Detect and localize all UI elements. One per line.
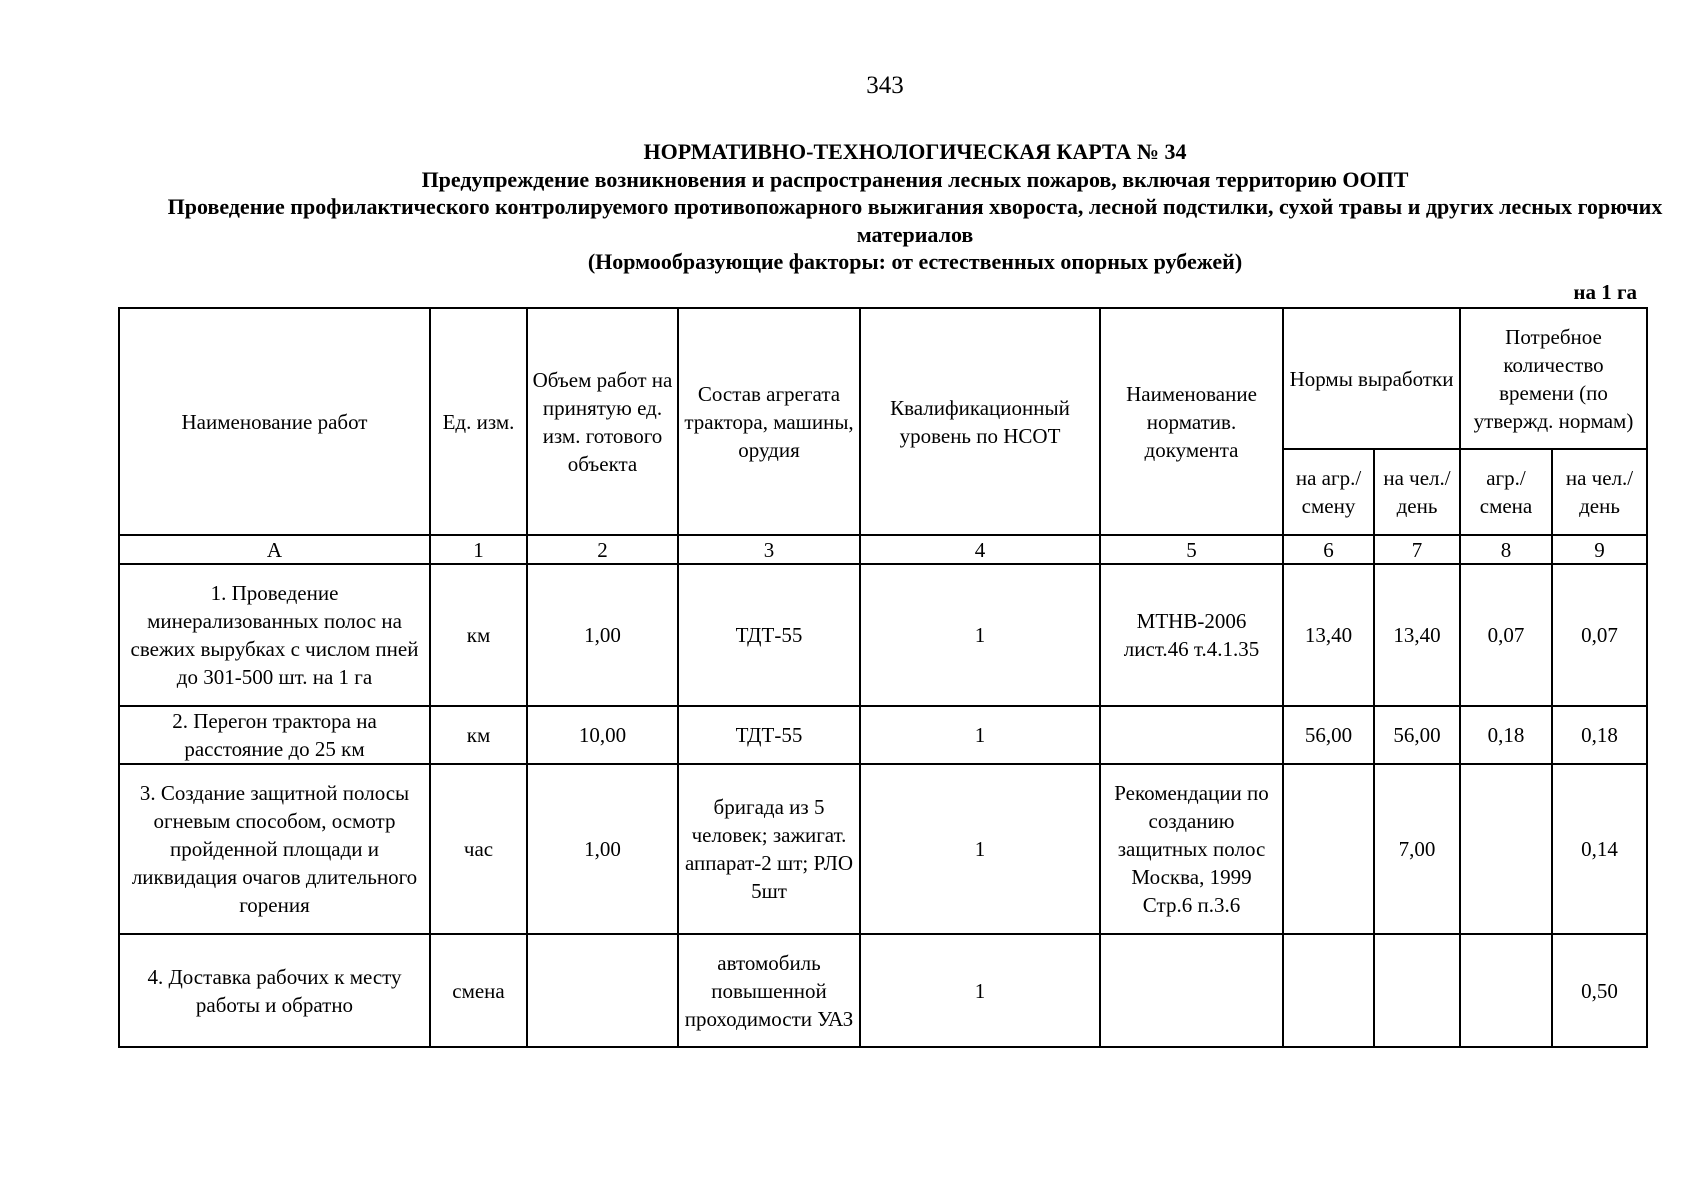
cell-document [1100,706,1283,764]
column-index-row [119,535,1647,564]
doc-operation: Проведение профилактического контролируемого противопожарного выжигания хвороста, лесной подстилки, сухой травы и других лесных горючих материалов [167,194,1663,247]
cell-output-per-agg [1283,934,1374,1047]
column-index-cell: 5 [1100,535,1283,564]
column-index-cell: 7 [1374,535,1460,564]
header-time-per-agg: агр./ смена [1460,449,1552,535]
header-output-per-agg: на агр./ смену [1283,449,1374,535]
cell-output-per-person: 13,40 [1374,564,1460,706]
title-block [140,138,1690,276]
table-row [119,706,1647,764]
cell-output-per-person: 7,00 [1374,764,1460,934]
doc-subtitle: Предупреждение возникновения и распространения лесных пожаров, включая территорию ООПТ [421,166,1409,192]
cell-volume: 1,00 [527,564,678,706]
column-index-cell: 6 [1283,535,1374,564]
header-time-per-person: на чел./ день [1552,449,1647,535]
cell-output-per-person: 56,00 [1374,706,1460,764]
cell-qualification: 1 [860,706,1100,764]
page-number: 343 [866,72,904,99]
column-index-cell: А [119,535,430,564]
header-output-per-person: на чел./ день [1374,449,1460,535]
cell-output-per-agg: 56,00 [1283,706,1374,764]
cell-time-per-agg: 0,07 [1460,564,1552,706]
header-qualification: Квалификационный уровень по НСОТ [860,308,1100,535]
cell-output-per-person [1374,934,1460,1047]
cell-work-name: 2. Перегон трактора на расстояние до 25 км [119,706,430,764]
header-work-name: Наименование работ [119,308,430,535]
cell-time-per-person: 0,07 [1552,564,1647,706]
cell-time-per-person: 0,14 [1552,764,1647,934]
cell-work-name: 3. Создание защитной полосы огневым способом, осмотр пройденной площади и ликвидация очагов длительного горения [119,764,430,934]
cell-volume [527,934,678,1047]
cell-output-per-agg: 13,40 [1283,564,1374,706]
header-output-norms: Нормы выработки [1283,308,1460,449]
cell-qualification: 1 [860,934,1100,1047]
doc-factors: (Нормообразующие факторы: от естественных опорных рубежей) [587,249,1243,274]
column-index-cell: 9 [1552,535,1647,564]
cell-document [1100,934,1283,1047]
cell-aggregate: бригада из 5 человек; зажигат. аппарат-2 шт; РЛО 5шт [678,764,860,934]
cell-volume: 10,00 [527,706,678,764]
cell-time-per-agg: 0,18 [1460,706,1552,764]
cell-volume: 1,00 [527,764,678,934]
cell-work-name: 4. Доставка рабочих к месту работы и обратно [119,934,430,1047]
cell-qualification: 1 [860,564,1100,706]
header-time-needed: Потребное количество времени (по утвержд. нормам) [1460,308,1647,449]
cell-document: Рекомендации по созданию защитных полос Москва, 1999 Стр.6 п.3.6 [1100,764,1283,934]
cell-aggregate: автомобиль повышенной проходимости УАЗ [678,934,860,1047]
column-index-cell: 2 [527,535,678,564]
header-aggregate: Состав агрегата трактора, машины, орудия [678,308,860,535]
column-index-cell: 1 [430,535,527,564]
cell-aggregate: ТДТ-55 [678,706,860,764]
column-index-cell: 3 [678,535,860,564]
table-row [119,564,1647,706]
cell-time-per-person: 0,18 [1552,706,1647,764]
header-unit: Ед. изм. [430,308,527,535]
cell-qualification: 1 [860,764,1100,934]
cell-time-per-agg [1460,934,1552,1047]
cell-unit: км [430,564,527,706]
cell-work-name: 1. Проведение минерализованных полос на свежих вырубках с числом пней до 301-500 шт. на 1 га [119,564,430,706]
cell-time-per-agg [1460,764,1552,934]
cell-output-per-agg [1283,764,1374,934]
header-volume: Объем работ на принятую ед. изм. готового объекта [527,308,678,535]
column-index-cell: 4 [860,535,1100,564]
cell-document: МТНВ-2006 лист.46 т.4.1.35 [1100,564,1283,706]
table-row [119,764,1647,934]
column-index-cell: 8 [1460,535,1552,564]
header-document: Наименование норматив. документа [1100,308,1283,535]
doc-title: НОРМАТИВНО-ТЕХНОЛОГИЧЕСКАЯ КАРТА № 34 [643,139,1187,164]
norms-table [118,307,1648,1048]
cell-unit: час [430,764,527,934]
cell-unit: смена [430,934,527,1047]
cell-unit: км [430,706,527,764]
unit-note: на 1 га [1573,280,1637,304]
table-row [119,934,1647,1047]
cell-aggregate: ТДТ-55 [678,564,860,706]
cell-time-per-person: 0,50 [1552,934,1647,1047]
